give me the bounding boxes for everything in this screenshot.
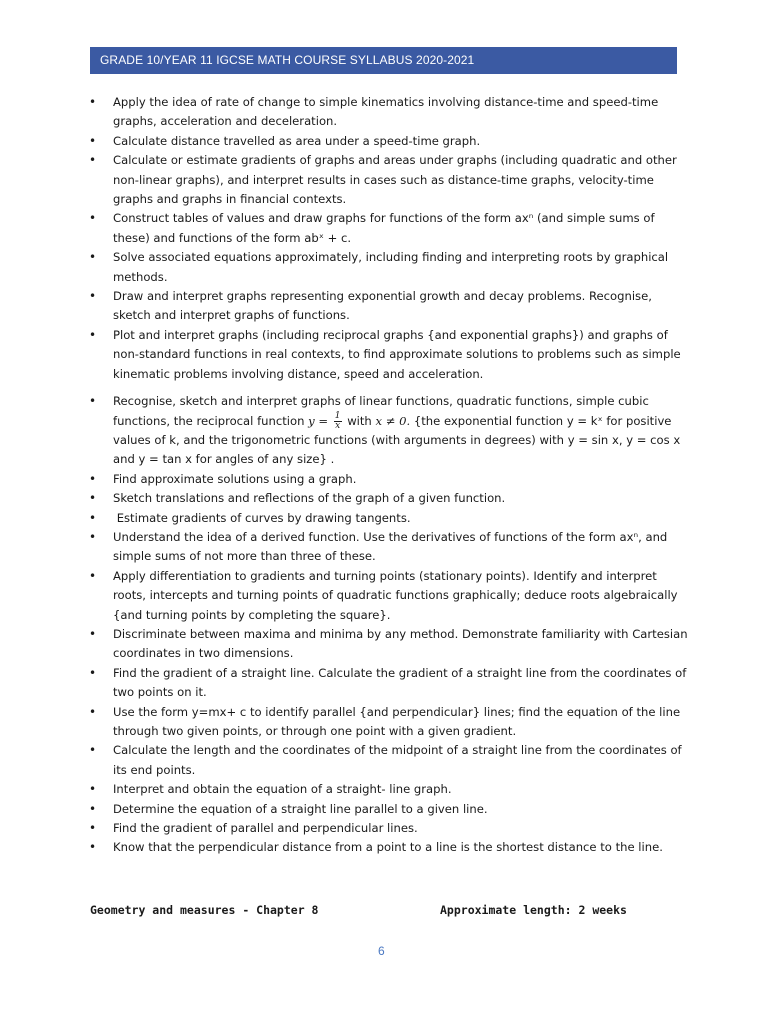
list-item: • Apply the idea of rate of change to simple kinematics involving distance-time and speed-time graphs, acceleration and deceleration. (88, 93, 688, 132)
list-item: • Calculate distance travelled as area under a speed-time graph. (88, 132, 688, 151)
list-item: • Know that the perpendicular distance from a point to a line is the shortest distance to the line. (88, 838, 688, 857)
list-item: • Use the form y=mx+ c to identify parallel {and perpendicular} lines; find the equation of the line through two given points, or through one point with a given gradient. (88, 703, 688, 742)
list-item: • Discriminate between maxima and minima by any method. Demonstrate familiarity with Cartesian coordinates in two dimensions. (88, 625, 688, 664)
formula-y-equals: y = (308, 413, 329, 428)
list-item: • Apply differentiation to gradients and turning points (stationary points). Identify and interpret roots, intercepts and turning points of quadratic functions graphically; deduce roots algebraically {and turning points by completing the square}. (88, 567, 688, 625)
list-item: • Find the gradient of a straight line. Calculate the gradient of a straight line from the coordinates of two points on it. (88, 664, 688, 703)
fraction-one-over-x (334, 412, 342, 431)
reciprocal-text-part2: {the exponential function y = kˣ for positive values of k, and the trigonometric functions (with arguments in degrees) with y = sin x, y = cos x and y = tan x for angles of any size} . (113, 413, 681, 467)
list-item: • Estimate gradients of curves by drawing tangents. (88, 509, 688, 528)
list-item: • Interpret and obtain the equation of a straight- line graph. (88, 780, 688, 799)
reciprocal-text-part1: Recognise, sketch and interpret graphs of linear functions, quadratic functions, simple cubic functions, the reciprocal function (113, 394, 649, 428)
list-item: • Calculate the length and the coordinates of the midpoint of a straight line from the coordinates of its end points. (88, 741, 688, 780)
list-item: • Plot and interpret graphs (including reciprocal graphs {and exponential graphs}) and graphs of non-standard functions in real contexts, to find approximate solutions to problems such as simple kinematic problems involving distance, speed and acceleration. (88, 326, 688, 384)
list-item: • Draw and interpret graphs representing exponential growth and decay problems. Recognise, sketch and interpret graphs of functions. (88, 287, 688, 326)
syllabus-bullet-list (88, 93, 688, 858)
with-text: with (347, 413, 372, 428)
formula-condition: x ≠ 0. (375, 413, 411, 428)
approximate-length: Approximate length: 2 weeks (440, 903, 627, 917)
fraction-denominator: x (335, 420, 341, 431)
list-item: • Find approximate solutions using a graph. (88, 470, 688, 489)
page-number: 6 (378, 944, 385, 958)
document-header (90, 47, 677, 74)
chapter-heading: Geometry and measures - Chapter 8 (90, 903, 319, 917)
fraction-numerator: 1 (334, 410, 341, 421)
list-item: • Understand the idea of a derived function. Use the derivatives of functions of the form axⁿ, and simple sums of not more than three of these. (88, 528, 688, 567)
list-item: • Sketch translations and reflections of the graph of a given function. (88, 489, 688, 508)
list-item: • Calculate or estimate gradients of graphs and areas under graphs (including quadratic and other non-linear graphs), and interpret results in cases such as distance-time graphs, velocity-time graphs and graphs in financial contexts. (88, 151, 688, 209)
list-item: • Determine the equation of a straight line parallel to a given line. (88, 800, 688, 819)
list-item: • Find the gradient of parallel and perpendicular lines. (88, 819, 688, 838)
list-item-reciprocal (88, 392, 688, 470)
list-item: • Solve associated equations approximately, including finding and interpreting roots by graphical methods. (88, 248, 688, 287)
list-item: • Construct tables of values and draw graphs for functions of the form axⁿ (and simple sums of these) and functions of the form abˣ + c. (88, 209, 688, 248)
header-title: GRADE 10/YEAR 11 IGCSE MATH COURSE SYLLABUS 2020-2021 (100, 53, 475, 67)
